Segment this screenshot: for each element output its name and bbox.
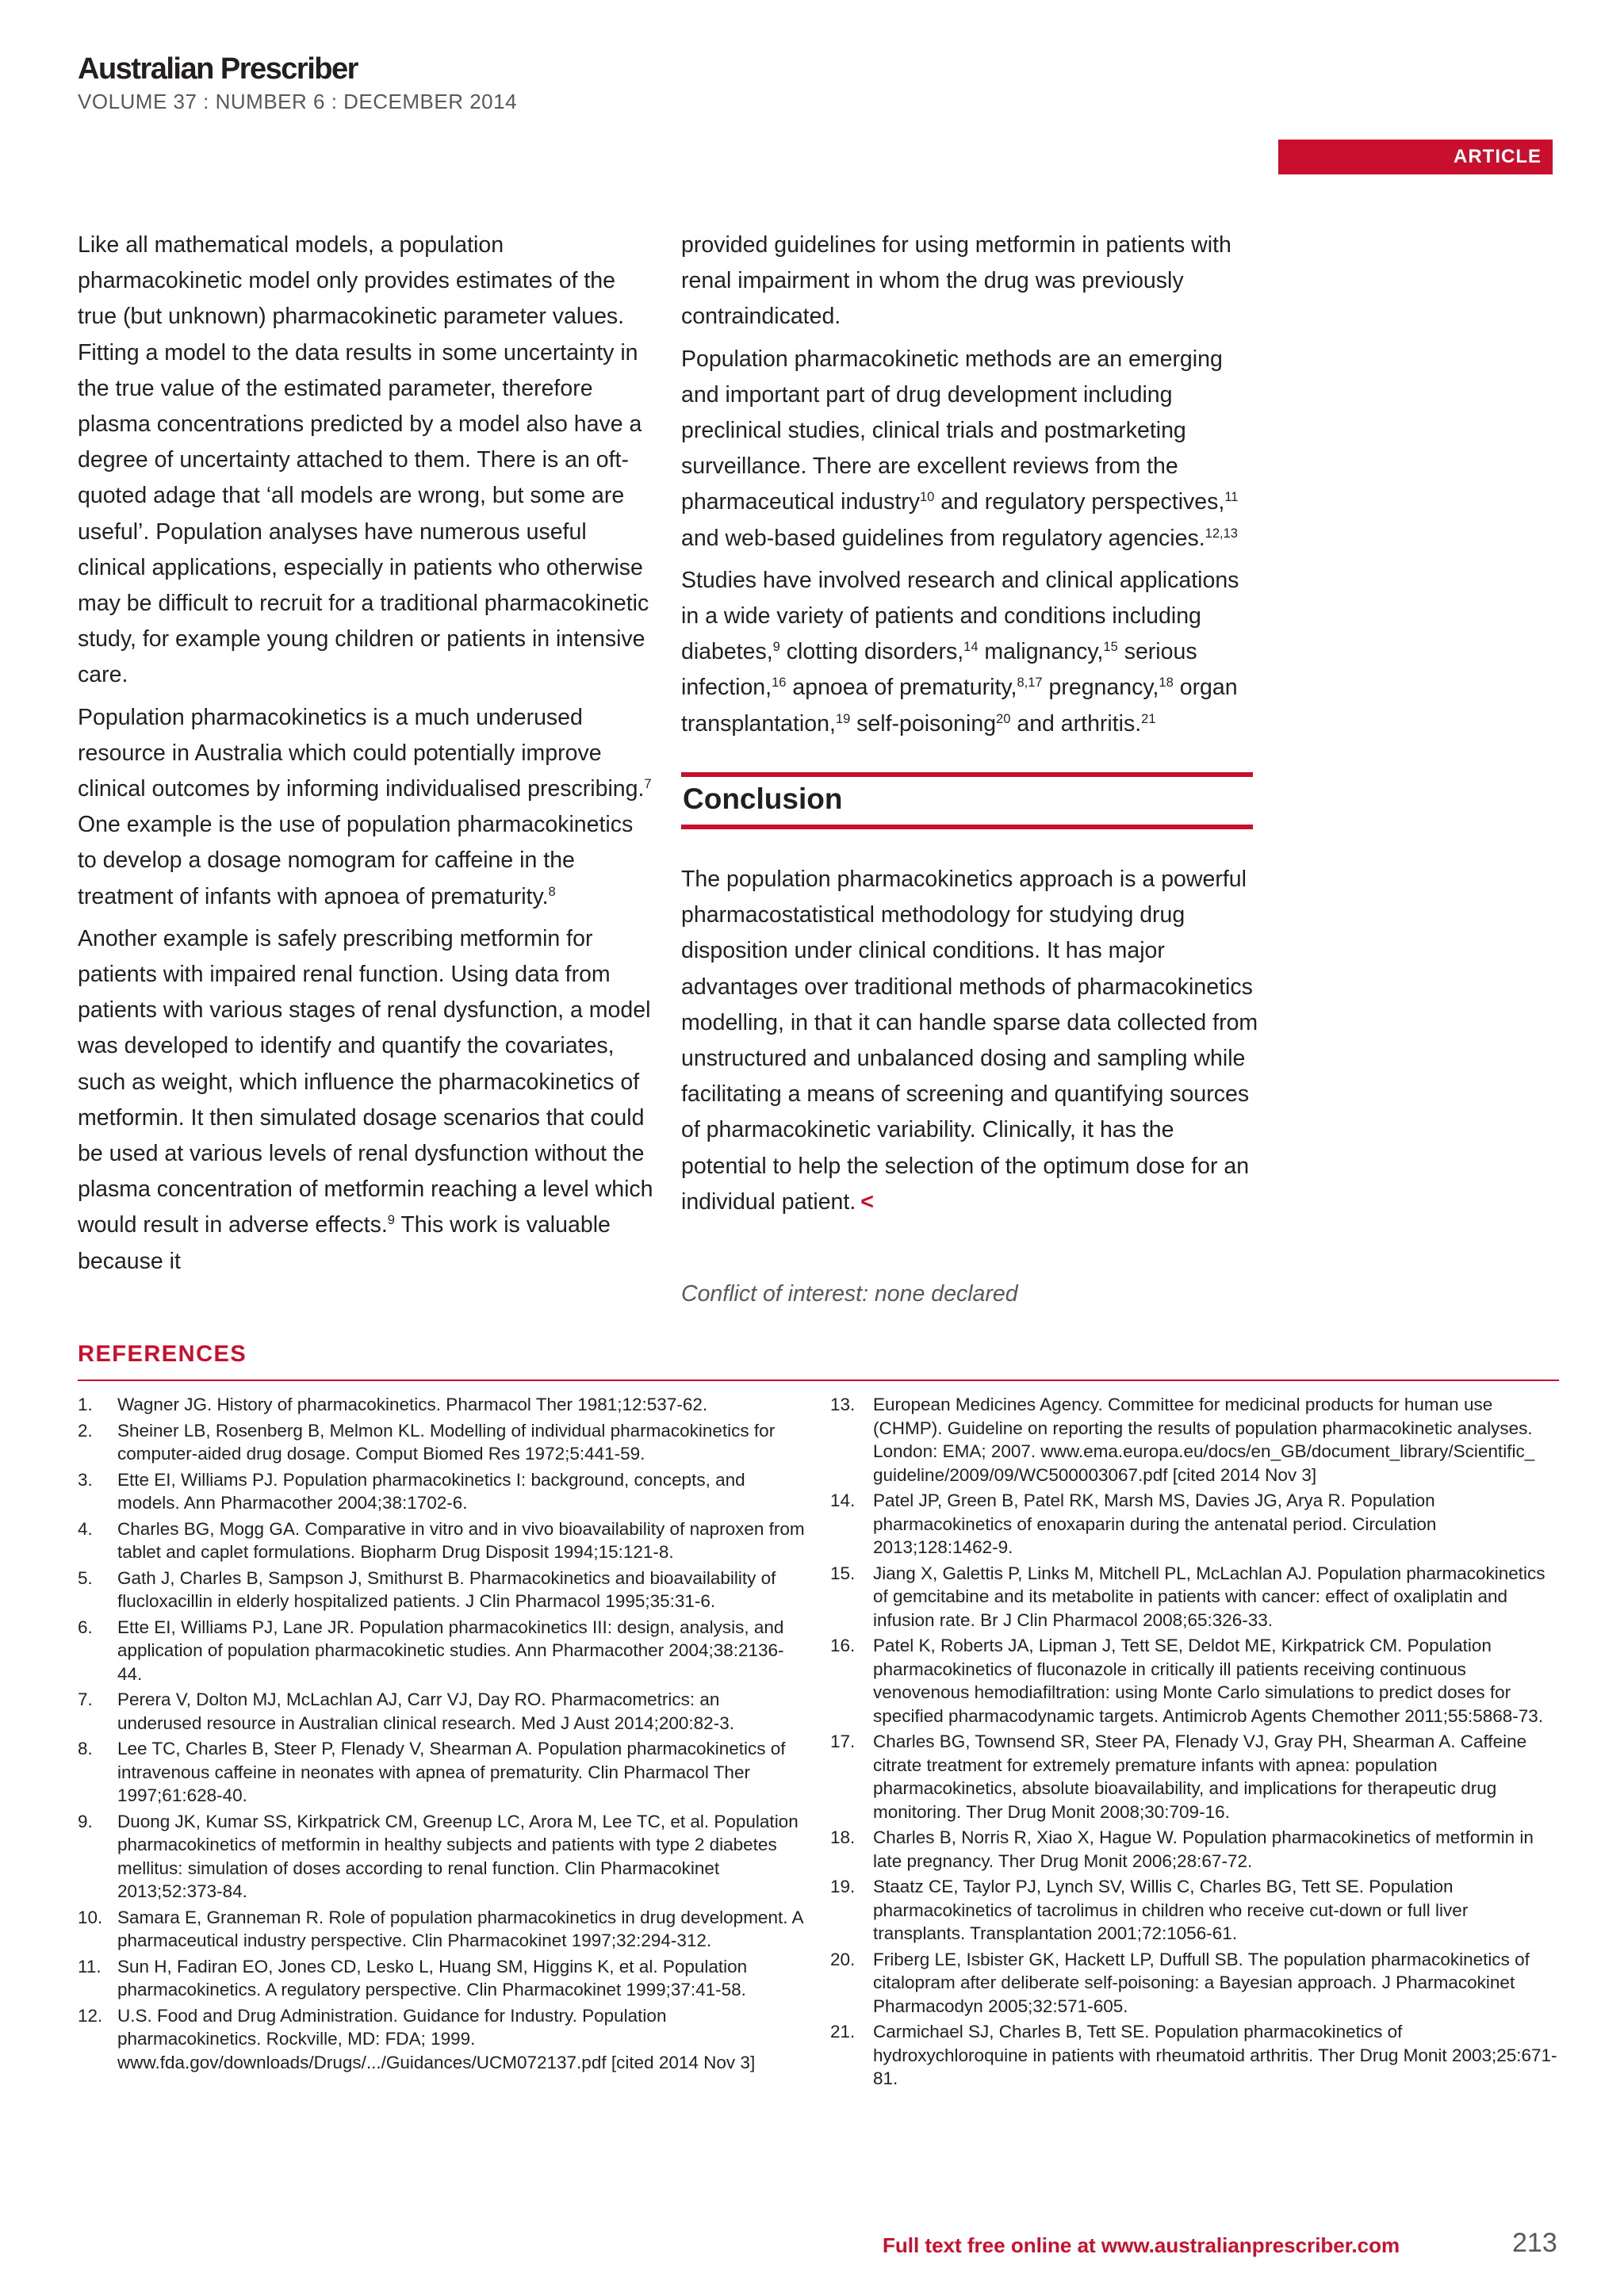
citation[interactable]: 21 (1141, 710, 1156, 726)
reference-text: Sheiner LB, Rosenberg B, Melmon KL. Modelling of individual pharmacokinetics for computer-aided drug dosage. Comput Biomed Res 1972;5:441-59. (117, 1420, 776, 1464)
reference-item (78, 2004, 807, 2075)
reference-text: Charles B, Norris R, Xiao X, Hague W. Population pharmacokinetics of metformin in late pregnancy. Ther Drug Monit 2006;28:67-72. (873, 1827, 1534, 1871)
reference-item (78, 1419, 807, 1466)
reference-text: Samara E, Granneman R. Role of population pharmacokinetics in drug development. A pharmaceutical industry perspective. Clin Pharmacokinet 1997;32:294-312. (117, 1907, 803, 1950)
left-column (78, 228, 657, 1286)
reference-item (830, 1826, 1560, 1873)
reference-number: 3. (78, 1469, 93, 1490)
reference-item (830, 1634, 1560, 1728)
citation[interactable]: 18 (1159, 675, 1174, 691)
reference-text: Wagner JG. History of pharmacokinetics. Pharmacol Ther 1981;12:537-62. (117, 1395, 708, 1414)
citation[interactable]: 16 (772, 675, 787, 691)
paragraph: Studies have involved research and clinical applications in a wide variety of patients and conditions including diabetes,$^9$ clotting disorders,$^{14}$ malignancy,$^{15}$ serious infection,$^{16}$ apnoea of prematurity,$^{8,17}$ pregnancy,$^{18}$ organ transplantation,$^{19}$ self-poisoning$^{20}$ and arthritis.$^{21}$ (681, 567, 1239, 737)
reference-text: Jiang X, Galettis P, Links M, Mitchell PL, McLachlan AJ. Population pharmacokinetics of gemcitabine and its metabolite in patients with cancer: effect of oxaliplatin and infusion rate. Br J Clin Pharmacol 2008;65:326-33. (873, 1563, 1545, 1630)
reference-number: 9. (78, 1811, 93, 1831)
reference-item (78, 1906, 807, 1953)
article-badge: ARTICLE (1278, 140, 1553, 174)
conclusion-body (681, 862, 1260, 1226)
reference-number: 12. (78, 2005, 103, 2026)
reference-item (78, 1517, 807, 1564)
conclusion-heading: Conclusion (683, 783, 843, 815)
reference-item (830, 1730, 1560, 1823)
reference-number: 21. (830, 2022, 856, 2042)
reference-text: European Medicines Agency. Committee for medicinal products for human use (CHMP). Guideline on reporting the results of population pharmacokinetic analyses. London: EMA; 2007. www.ema.europa.eu/docs/en_GB/document_library/Scientific_ guideline/2009/09/WC500003067.pdf [cited 2014 Nov 3] (873, 1395, 1535, 1485)
right-column (681, 228, 1260, 748)
reference-number: 2. (78, 1420, 93, 1441)
citation[interactable]: 14 (963, 639, 979, 654)
reference-text: Sun H, Fadiran EO, Jones CD, Lesko L, Huang SM, Higgins K, et al. Population pharmacokinetics. A regulatory perspective. Clin Pharmacokinet 1999;37:41-58. (117, 1956, 748, 1999)
reference-text: Charles BG, Townsend SR, Steer PA, Flenady VJ, Gray PH, Shearman A. Caffeine citrate treatment for extremely premature infants with apnea: population pharmacokinetics, absolute bioavailability, and implications for therapeutic drug monitoring. Ther Drug Monit 2008;30:709-16. (873, 1732, 1527, 1822)
reference-text: Lee TC, Charles B, Steer P, Flenady V, Shearman A. Population pharmacokinetics of intravenous caffeine in neonates with apnea of prematurity. Clin Pharmacol Ther 1997;61:628-40. (117, 1739, 786, 1805)
citation[interactable]: 9 (772, 639, 780, 654)
reference-text: Charles BG, Mogg GA. Comparative in vitro and in vivo bioavailability of naproxen from tablet and caplet formulations. Biopharm Drug Disposit 1994;15:121-8. (117, 1518, 805, 1562)
reference-text: U.S. Food and Drug Administration. Guidance for Industry. Population pharmacokinetics. Rockville, MD: FDA; 1999. www.fda.gov/downloads/Drugs/.../Guidances/UCM072137.pdf [cited 2014 Nov 3] (117, 2005, 756, 2072)
reference-number: 8. (78, 1739, 93, 1758)
reference-text: Patel K, Roberts JA, Lipman J, Tett SE, Deldot ME, Kirkpatrick CM. Population pharmacokinetics of fluconazole in critically ill patients receiving continuous venovenous hemodiafiltration: using Monte Carlo simulations to predict doses for specified pharmacodynamic targets. Antimicrob Agents Chemother 2011;55:5868-73. (873, 1636, 1544, 1726)
citation[interactable]: 9 (387, 1212, 395, 1228)
citation[interactable]: 10 (919, 489, 935, 505)
reference-text: Gath J, Charles B, Sampson J, Smithurst B. Pharmacokinetics and bioavailability of flucloxacillin in elderly hospitalized patients. J Clin Pharmacol 1995;35:31-6. (117, 1567, 776, 1611)
page-number: 213 (1512, 2228, 1557, 2258)
reference-number: 15. (830, 1563, 856, 1583)
reference-item (78, 1955, 807, 2002)
citation[interactable]: 11 (1224, 489, 1239, 505)
reference-item (78, 1810, 807, 1904)
reference-text: Duong JK, Kumar SS, Kirkpatrick CM, Greenup LC, Arora M, Lee TC, et al. Population pharmacokinetics of metformin in healthy subjects and patients with type 2 diabetes mellitus: simulation of doses according to renal function. Clin Pharmacokinet 2013;52:373-84. (117, 1811, 799, 1901)
reference-number: 16. (830, 1636, 856, 1655)
reference-item (78, 1567, 807, 1613)
reference-text: Staatz CE, Taylor PJ, Lynch SV, Willis C, Charles BG, Tett SE. Population pharmacokinetics of tacrolimus in children who receive cut-down or full liver transplants. Transplantation 2001;72:1056-61. (873, 1877, 1469, 1943)
reference-number: 11. (78, 1956, 102, 1976)
reference-item (830, 1489, 1560, 1559)
reference-item (78, 1616, 807, 1686)
references-list-right (830, 1393, 1560, 2093)
reference-text: Friberg LE, Isbister GK, Hackett LP, Duffull SB. The population pharmacokinetics of citalopram after deliberate self-poisoning: a Bayesian approach. J Pharmacokinet Pharmacodyn 2005;32:571-605. (873, 1949, 1530, 2016)
citation[interactable]: 19 (835, 710, 851, 726)
conclusion-heading-box (681, 772, 1253, 829)
reference-number: 5. (78, 1567, 93, 1588)
end-mark-icon: < (860, 1188, 874, 1215)
reference-number: 10. (78, 1907, 103, 1927)
paragraph: Another example is safely prescribing metformin for patients with impaired renal function. Using data from patients with various stages of renal dysfunction, a model was developed to identify and quantify the covariates, such as weight, which influence the pharmacokinetics of metformin. It then simulated dosage scenarios that could be used at various levels of renal dysfunction without the plasma concentration of metformin reaching a level which would result in adverse effects.$^9$ This work is valuable because it (78, 925, 653, 1274)
reference-number: 18. (830, 1827, 856, 1847)
reference-item (830, 2020, 1560, 2091)
reference-number: 1. (78, 1395, 93, 1414)
paragraph: Population pharmacokinetic methods are an emerging and important part of drug development including preclinical studies, clinical trials and postmarketing surveillance. There are excellent reviews from the pharmaceutical industry$^{10}$ and regulatory perspectives,$^{11}$ and web-based guidelines from regulatory agencies.$^{12,13}$ (681, 346, 1239, 551)
reference-number: 19. (830, 1877, 856, 1896)
reference-item (78, 1688, 807, 1735)
paragraph: Population pharmacokinetics is a much underused resource in Australia which could potentially improve clinical outcomes by informing individualised prescribing.$^7$ One example is the use of population pharmacokinetics to develop a dosage nomogram for caffeine in the treatment of infants with apnoea of prematurity.$^8$ (78, 704, 652, 909)
journal-logo: Australian Prescriber (78, 52, 358, 86)
conflict-of-interest: Conflict of interest: none declared (681, 1281, 1018, 1307)
citation[interactable]: 12,13 (1205, 525, 1238, 541)
reference-item (830, 1875, 1560, 1946)
reference-item (78, 1737, 807, 1808)
reference-text: Ette EI, Williams PJ. Population pharmacokinetics I: background, concepts, and models. Ann Pharmacother 2004;38:1702-6. (117, 1469, 745, 1513)
reference-item (830, 1562, 1560, 1632)
reference-number: 4. (78, 1518, 93, 1539)
paragraph: The population pharmacokinetics approach is a powerful pharmacostatistical methodology for studying drug disposition under clinical conditions. It has major advantages over traditional methods of pharmacokinetics modelling, in that it can handle sparse data collected from unstructured and unbalanced dosing and sampling while facilitating a means of screening and quantifying sources of pharmacokinetic variability. Clinically, it has the potential to help the selection of the optimum dose for an individual patient. < (681, 867, 1258, 1215)
reference-item (830, 1948, 1560, 2019)
reference-number: 14. (830, 1490, 856, 1510)
citation[interactable]: 8,17 (1017, 675, 1043, 691)
citation[interactable]: 20 (996, 710, 1011, 726)
reference-number: 17. (830, 1732, 856, 1751)
reference-text: Ette EI, Williams PJ, Lane JR. Population pharmacokinetics III: design, analysis, and application of population pharmacokinetic studies. Ann Pharmacother 2004;38:2136-44. (117, 1617, 784, 1684)
reference-item (830, 1393, 1560, 1487)
footer-link[interactable]: Full text free online at www.australianprescriber.com (883, 2233, 1400, 2257)
paragraph: provided guidelines for using metformin in patients with renal impairment in whom the drug was previously contraindicated. (681, 232, 1231, 330)
citation[interactable]: 15 (1103, 639, 1118, 654)
volume-line: VOLUME 37 : NUMBER 6 : DECEMBER 2014 (78, 90, 518, 113)
reference-text: Perera V, Dolton MJ, McLachlan AJ, Carr VJ, Day RO. Pharmacometrics: an underused resource in Australian clinical research. Med J Aust 2014;200:82-3. (117, 1689, 734, 1733)
citation[interactable]: 7 (644, 775, 652, 791)
references-divider (78, 1380, 1559, 1381)
references-heading: REFERENCES (78, 1341, 247, 1367)
reference-text: Patel JP, Green B, Patel RK, Marsh MS, Davies JG, Arya R. Population pharmacokinetics of enoxaparin during the antenatal period. Circulation 2013;128:1462-9. (873, 1490, 1437, 1557)
reference-text: Carmichael SJ, Charles B, Tett SE. Population pharmacokinetics of hydroxychloroquine in patients with rheumatoid arthritis. Ther Drug Monit 2003;25:671-81. (873, 2022, 1557, 2088)
reference-item (78, 1393, 807, 1417)
paragraph: Like all mathematical models, a population pharmacokinetic model only provides estimates of the true (but unknown) pharmacokinetic parameter values. Fitting a model to the data results in some uncertainty in the true value of the estimated parameter, therefore plasma concentrations predicted by a model also have a degree of uncertainty attached to them. There is an oft-quoted adage that ‘all models are wrong, but some are useful’. Population analyses have numerous useful clinical applications, especially in patients who otherwise may be difficult to recruit for a traditional pharmacokinetic study, for example young children or patients in intensive care. (78, 232, 649, 688)
reference-number: 7. (78, 1689, 93, 1709)
reference-item (78, 1468, 807, 1515)
reference-number: 6. (78, 1617, 93, 1637)
references-list-left (78, 1393, 807, 2076)
reference-number: 13. (830, 1395, 856, 1414)
reference-number: 20. (830, 1949, 856, 1969)
citation[interactable]: 8 (548, 883, 556, 899)
